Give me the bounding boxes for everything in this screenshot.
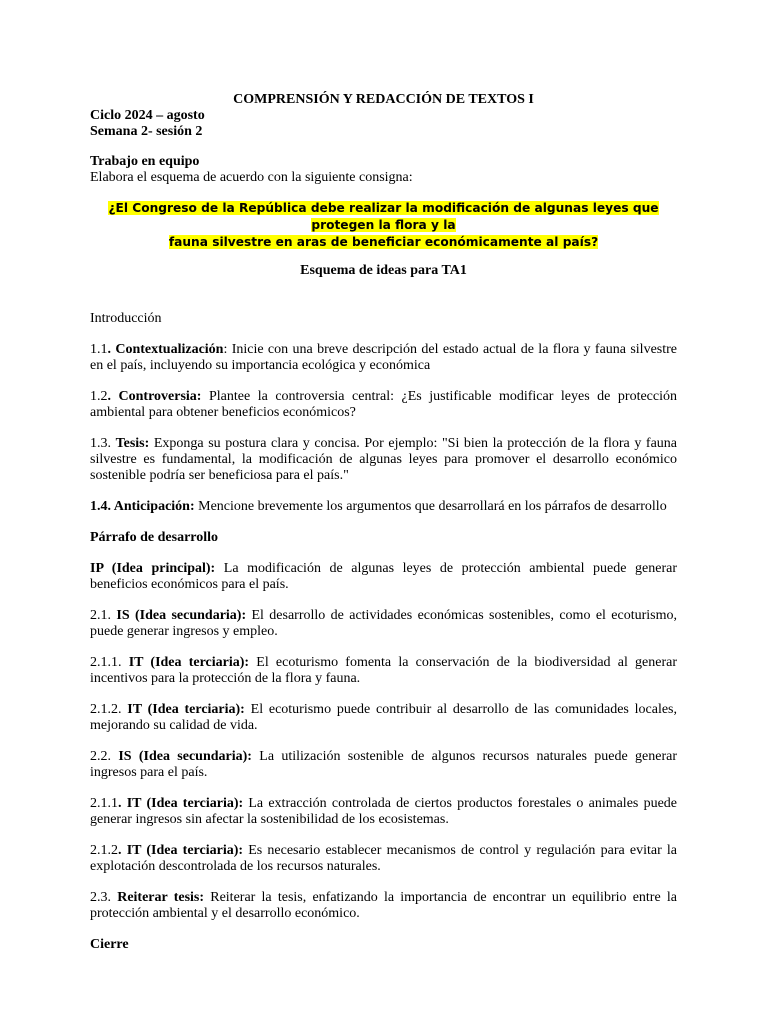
item-text: Reiterar la tesis, enfatizando la importancia de encontrar un equilibrio entre la protección ambiental y el desarrollo económico. [90, 890, 678, 921]
item-number: 2.3. [90, 890, 111, 905]
item-text: La extracción controlada de ciertos productos forestales o animales puede generar ingresos sin afectar la sostenibilidad de los ecosistemas. [90, 796, 678, 827]
intro-item-4 [90, 499, 677, 515]
item-text: El ecoturismo puede contribuir al desarrollo de las comunidades locales, mejorando su calidad de vida. [90, 702, 678, 733]
desarrollo-item-2-1-2 [90, 702, 677, 734]
document-title: COMPRENSIÓN Y REDACCIÓN DE TEXTOS I [233, 92, 534, 107]
desarrollo-item-2-1-1b [90, 796, 677, 828]
consigna-line-2: fauna silvestre en aras de beneficiar económicamente al país? [168, 235, 599, 249]
desarrollo-item-2-1-2b [90, 843, 677, 875]
item-text: La modificación de algunas leyes de protección ambiental puede generar beneficios económicos para el país. [90, 561, 677, 592]
item-label: Controversia: [118, 389, 202, 404]
intro-item-1 [90, 342, 677, 374]
desarrollo-item-2-1-1 [90, 655, 677, 687]
item-label: IT (Idea terciaria): [126, 796, 244, 811]
item-text: Exponga su postura clara y concisa. Por ejemplo: "Si bien la protección de la flora y fauna silvestre es fundamental, la modificación de algunas leyes para promover el desarrollo económico sostenible podría ser beneficiosa para el país." [90, 436, 677, 483]
desarrollo-item-2-2 [90, 749, 677, 781]
consigna-question [90, 200, 677, 251]
item-label: Contextualización [115, 342, 224, 357]
item-label: Tesis: [115, 436, 150, 451]
item-label: IT (Idea terciaria): [127, 702, 245, 717]
item-text: El ecoturismo fomenta la conservación de la biodiversidad al generar incentivos para la protección de la flora y fauna. [90, 655, 677, 686]
trabajo-instruction: Elabora el esquema de acuerdo con la siguiente consigna: [90, 170, 413, 185]
desarrollo-item-ip [90, 561, 677, 593]
document-body [90, 92, 677, 953]
item-number: 1.2 [90, 389, 108, 404]
item-sep: . [107, 389, 111, 404]
consigna-line-1: ¿El Congreso de la República debe realizar la modificación de algunas leyes que protegen la flora y la [108, 201, 659, 232]
semana-line: Semana 2- sesión 2 [90, 124, 203, 139]
item-text: La utilización sostenible de algunos recursos naturales puede generar ingresos para el país. [90, 749, 678, 780]
item-number: 1.3. [90, 436, 111, 451]
item-label: IS (Idea secundaria): [118, 749, 252, 764]
item-label: 1.4. Anticipación: [90, 499, 195, 514]
item-number: 2.2. [90, 749, 111, 764]
item-number: 2.1.1 [90, 796, 118, 811]
item-text: El desarrollo de actividades económicas sostenibles, como el ecoturismo, puede generar ingresos y empleo. [90, 608, 677, 639]
ciclo-line: Ciclo 2024 – agosto [90, 108, 205, 123]
item-text: Es necesario establecer mecanismos de control y regulación para evitar la explotación descontrolada de los recursos naturales. [90, 843, 678, 874]
trabajo-heading: Trabajo en equipo [90, 154, 200, 169]
desarrollo-item-2-1 [90, 608, 677, 640]
item-text: : Inicie con una breve descripción del estado actual de la flora y fauna silvestre en el país, incluyendo su importancia ecológica y económica [90, 342, 678, 373]
intro-item-3 [90, 436, 677, 484]
item-label: Reiterar tesis: [117, 890, 205, 905]
item-label: IS (Idea secundaria): [116, 608, 247, 623]
item-text: Mencione brevemente los argumentos que desarrollará en los párrafos de desarrollo [194, 499, 667, 514]
item-number: 2.1.2 [90, 843, 118, 858]
item-sep: . [118, 796, 122, 811]
item-number: 2.1.2. [90, 702, 122, 717]
item-label: IT (Idea terciaria): [128, 655, 250, 670]
item-sep: . [107, 342, 111, 357]
cierre-heading: Cierre [90, 937, 129, 952]
item-sep: . [118, 843, 122, 858]
item-label: IT (Idea terciaria): [126, 843, 244, 858]
intro-item-2 [90, 389, 677, 421]
introduccion-heading: Introducción [90, 311, 162, 326]
desarrollo-item-2-3 [90, 890, 677, 922]
item-label: IP (Idea principal): [90, 561, 216, 576]
item-number: 1.1 [90, 342, 108, 357]
desarrollo-heading: Párrafo de desarrollo [90, 530, 219, 545]
item-number: 2.1.1. [90, 655, 122, 670]
esquema-heading: Esquema de ideas para TA1 [300, 263, 467, 278]
item-text: Plantee la controversia central: ¿Es justificable modificar leyes de protección ambiental para obtener beneficios económicos? [90, 389, 677, 420]
item-number: 2.1. [90, 608, 111, 623]
